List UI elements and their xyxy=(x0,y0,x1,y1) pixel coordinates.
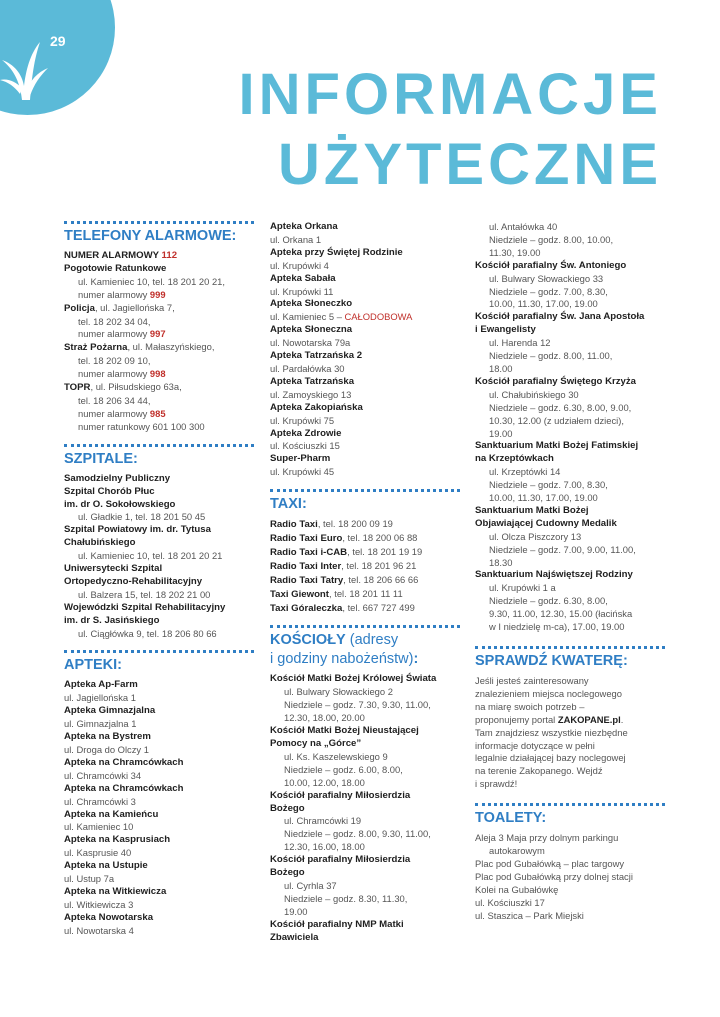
kosciol-name: Objawiającej Cudowny Medalik xyxy=(475,517,617,529)
kosciol-line: Niedziele – godz. 8.00, 10.00, xyxy=(489,233,614,245)
column-right xyxy=(475,221,665,923)
apteka-name: Apteka Gimnazjalna xyxy=(64,705,156,717)
kosciol-line: Niedziele – godz. 6.30, 8.00, 9.00, xyxy=(489,401,632,413)
apteka-name: Apteka na Bystrem xyxy=(64,731,151,743)
kosciol-line: ul. Harenda 12 xyxy=(489,337,551,349)
apteka-name: Apteka Słoneczko xyxy=(270,298,353,310)
telefony-list xyxy=(64,250,254,434)
apteka-name: Apteka Zakopiańska xyxy=(270,401,363,413)
kosciol-line: ul. Olcza Piszczory 13 xyxy=(489,530,582,542)
page-title-line1: INFORMACJE xyxy=(238,62,662,127)
apteka-name: Apteka na Kamieńcu xyxy=(64,808,159,820)
kosciol-line: 10.00, 11.30, 17.00, 19.00 xyxy=(489,298,598,310)
apteka-addr: ul. Pardałówka 30 xyxy=(270,362,345,374)
toaleta-line: ul. Staszica – Park Miejski xyxy=(475,909,584,921)
column-left xyxy=(64,221,254,938)
kosciol-line: 9.30, 11.00, 12.30, 15.00 (łacińska xyxy=(489,608,633,620)
sprawdz-line: na terenie Zakopanego. Wejdź xyxy=(475,765,603,777)
pogotowie-addr: ul. Kamieniec 10, tel. 18 201 20 21, xyxy=(78,275,225,287)
szpital-name: im. dr S. Jasińskiego xyxy=(64,614,160,626)
sprawdz-line: znalezieniem miejsca noclegowego xyxy=(475,687,622,699)
sprawdz-line: legalnie działającej bazy noclegowej xyxy=(475,752,626,764)
szpitale-list xyxy=(64,473,254,641)
straz-alarm: numer alarmowy 998 xyxy=(78,368,166,380)
topr-tel: tel. 18 206 34 44, xyxy=(78,394,151,406)
leaf-icon xyxy=(0,30,50,100)
kosciol-line: Niedziele – godz. 6.30, 8.00, xyxy=(489,595,608,607)
apteka-addr: ul. Kamieniec 10 xyxy=(64,821,134,833)
pogotowie-alarm: numer alarmowy 999 xyxy=(78,288,166,300)
kosciol-line: Niedziele – godz. 7.00, 9.00, 11.00, xyxy=(489,543,636,555)
apteka-addr: ul. Krupówki 45 xyxy=(270,466,335,478)
szpitale-heading: SZPITALE: xyxy=(64,444,254,469)
apteka-addr: ul. Droga do Olczy 1 xyxy=(64,744,149,755)
taxi-item: Radio Taxi Tatry, tel. 18 206 66 66 xyxy=(270,573,419,586)
apteka-addr: ul. Krupówki 4 xyxy=(270,259,329,271)
kosciol-line: 12.30, 18.00, 20.00 xyxy=(284,712,365,724)
apteka-addr: ul. Orkana 1 xyxy=(270,233,322,245)
kosciol-name: Bożego xyxy=(270,867,305,879)
numer-alarmowy: NUMER ALARMOWY 112 xyxy=(64,250,178,261)
kosciol-line: ul. Bulwary Słowackiego 33 xyxy=(489,272,604,284)
apteka-name: Apteka przy Świętej Rodzinie xyxy=(270,246,403,258)
taxi-heading: TAXI: xyxy=(270,489,460,514)
kosciol-line: ul. Krzeptówki 14 xyxy=(489,466,561,478)
apteka-name: Apteka Orkana xyxy=(270,221,338,232)
taxi-item: Radio Taxi, tel. 18 200 09 19 xyxy=(270,518,393,531)
kosciol-name: Kościół parafialny NMP Matki xyxy=(270,918,404,930)
apteka-addr: ul. Nowotarska 79a xyxy=(270,337,351,349)
kosciol-name: Kościół parafialny Miłosierdzia xyxy=(270,789,411,801)
szpital-addr: ul. Kamieniec 10, tel. 18 201 20 21 xyxy=(78,550,223,562)
kosciol-line: ul. Ks. Kaszelewskiego 9 xyxy=(284,750,388,762)
apteki-list-left xyxy=(64,679,254,937)
szpital-name: Wojewódzki Szpital Rehabilitacyjny xyxy=(64,601,226,613)
szpital-name: Uniwersytecki Szpital xyxy=(64,563,163,575)
apteka-addr: ul. Gimnazjalna 1 xyxy=(64,718,137,730)
column-middle xyxy=(270,221,460,945)
taxi-item: Taxi Giewont, tel. 18 201 11 11 xyxy=(270,587,403,600)
topr-alarm: numer alarmowy 985 xyxy=(78,407,166,419)
apteka-name: Apteka na Kasprusiach xyxy=(64,834,171,846)
apteka-addr: ul. Krupówki 75 xyxy=(270,414,335,426)
toaleta-line: Kolei na Gubałówkę xyxy=(475,883,559,895)
sprawdz-line: i sprawdź! xyxy=(475,778,518,790)
kosciol-line: ul. Krupówki 1 a xyxy=(489,582,556,594)
koscioly-list-right xyxy=(475,221,665,634)
sprawdz-line: na miarę swoich potrzeb – xyxy=(475,700,585,712)
apteki-heading: APTEKI: xyxy=(64,650,254,675)
apteka-name: Apteka na Chramcówkach xyxy=(64,756,184,768)
apteka-name: Apteka Tatrzańska xyxy=(270,375,355,387)
taxi-list xyxy=(270,518,460,615)
kosciol-name: i Ewangelisty xyxy=(475,324,536,336)
apteka-addr: ul. Witkiewicza 3 xyxy=(64,898,134,910)
apteka-addr: ul. Kamieniec 5 – CAŁODOBOWA xyxy=(270,311,413,323)
kosciol-line: Niedziele – godz. 8.30, 11.30, xyxy=(284,892,408,904)
kosciol-line: 18.00 xyxy=(489,362,513,374)
apteka-name: Apteka Nowotarska xyxy=(64,911,154,923)
sprawdz-text xyxy=(475,675,665,791)
kosciol-name: Kościół parafialny Świętego Krzyża xyxy=(475,375,637,387)
kosciol-name: Bożego xyxy=(270,802,305,814)
kosciol-line: ul. Chałubińskiego 30 xyxy=(489,388,579,400)
kosciol-line: 18.30 xyxy=(489,556,513,568)
kosciol-line: Niedziele – godz. 7.30, 9.30, 11.00, xyxy=(284,699,431,711)
apteka-addr: ul. Kasprusie 40 xyxy=(64,847,132,859)
taxi-item: Radio Taxi Inter, tel. 18 201 96 21 xyxy=(270,559,417,572)
apteka-addr: ul. Kościuszki 15 xyxy=(270,440,340,452)
kosciol-line: Niedziele – godz. 8.00, 11.00, xyxy=(489,350,613,362)
kosciol-line: 10.30, 12.00 (z udziałem dzieci), xyxy=(489,414,624,426)
apteka-name: Apteka Zdrowie xyxy=(270,427,342,439)
taxi-item: Taxi Góraleczka, tel. 667 727 499 xyxy=(270,601,415,614)
kosciol-name: Sanktuarium Matki Bożej Fatimskiej xyxy=(475,440,639,452)
apteka-addr: ul. Chramcówki 34 xyxy=(64,769,142,781)
kosciol-line: Niedziele – godz. 7.00, 8.30, xyxy=(489,479,608,491)
page-title-line2: UŻYTECZNE xyxy=(278,132,662,197)
szpital-name: Ortopedyczno-Rehabilitacyjny xyxy=(64,575,203,587)
toaleta-line: Plac pod Gubałówką przy dolnej stacji xyxy=(475,870,633,882)
koscioly-heading: KOŚCIOŁY (adresy i godziny nabożeństw): xyxy=(270,625,460,669)
page-number: 29 xyxy=(50,33,66,49)
szpital-name: Szpital Chorób Płuc xyxy=(64,485,155,497)
kosciol-line: 11.30, 19.00 xyxy=(489,246,541,258)
apteka-name: Apteka Ap-Farm xyxy=(64,679,138,691)
kosciol-name: Kościół parafialny Św. Jana Apostoła xyxy=(475,311,645,323)
apteka-addr: ul. Krupówki 11 xyxy=(270,285,334,297)
toaleta-line: Plac pod Gubałówką – plac targowy xyxy=(475,857,625,869)
kosciol-name: Kościół Matki Bożej Królowej Świata xyxy=(270,673,437,685)
toaleta-line: autokarowym xyxy=(489,845,545,857)
sprawdz-line: Tam znajdziesz wszystkie niezbędne xyxy=(475,726,628,738)
topr-ratunkowy: numer ratunkowy 601 100 300 xyxy=(78,420,205,432)
szpital-addr: ul. Ciągłówka 9, tel. 18 206 80 66 xyxy=(78,627,217,639)
kosciol-name: Kościół Matki Bożej Nieustającej xyxy=(270,725,419,737)
zakopane-link[interactable]: ZAKOPANE.pl xyxy=(557,713,621,725)
kosciol-name: Sanktuarium Najświętszej Rodziny xyxy=(475,569,633,581)
szpital-name: im. dr O. Sokołowskiego xyxy=(64,498,176,510)
kosciol-line: 19.00 xyxy=(284,905,308,917)
taxi-item: Radio Taxi i-CAB, tel. 18 201 19 19 xyxy=(270,545,423,558)
apteka-addr: ul. Zamoyskiego 13 xyxy=(270,388,352,400)
apteki-list-right xyxy=(270,221,460,479)
apteka-addr: ul. Jagiellońska 1 xyxy=(64,692,136,704)
kosciol-name: Sanktuarium Matki Bożej xyxy=(475,504,589,516)
apteka-name: Apteka na Ustupie xyxy=(64,860,148,872)
kosciol-line: 19.00 xyxy=(489,427,513,439)
toalety-list xyxy=(475,832,665,922)
koscioly-list-middle xyxy=(270,673,460,944)
apteka-name: Apteka na Witkiewicza xyxy=(64,885,167,897)
apteka-name: Apteka Słoneczna xyxy=(270,324,353,336)
sprawdz-heading: SPRAWDŹ KWATERĘ: xyxy=(475,646,665,671)
straz: Straż Pożarna, ul. Małaszyńskiego, xyxy=(64,341,215,354)
kosciol-line: Niedziele – godz. 6.00, 8.00, xyxy=(284,763,403,775)
kosciol-line: ul. Antałówka 40 xyxy=(489,221,558,232)
szpital-addr: ul. Balzera 15, tel. 18 202 21 00 xyxy=(78,588,211,600)
policja-tel: tel. 18 202 34 04, xyxy=(78,315,151,327)
policja-alarm: numer alarmowy 997 xyxy=(78,328,166,340)
szpital-name: Chałubińskiego xyxy=(64,537,136,549)
kosciol-line: ul. Chramcówki 19 xyxy=(284,815,362,827)
szpital-name: Szpital Powiatowy im. dr. Tytusa xyxy=(64,524,211,536)
kosciol-name: Zbawiciela xyxy=(270,931,319,943)
kosciol-line: 12.30, 16.00, 18.00 xyxy=(284,841,365,853)
kosciol-line: Niedziele – godz. 8.00, 9.30, 11.00, xyxy=(284,828,431,840)
toaleta-line: ul. Kościuszki 17 xyxy=(475,896,545,908)
topr: TOPR, ul. Piłsudskiego 63a, xyxy=(64,381,182,394)
apteka-name: Super-Pharm xyxy=(270,453,331,465)
kosciol-name: Kościół parafialny Miłosierdzia xyxy=(270,854,411,866)
kosciol-line: Niedziele – godz. 7.00, 8.30, xyxy=(489,285,608,297)
taxi-item: Radio Taxi Euro, tel. 18 200 06 88 xyxy=(270,532,418,545)
apteka-addr: ul. Chramcówki 3 xyxy=(64,795,136,807)
kosciol-name: Kościół parafialny Św. Antoniego xyxy=(475,259,627,271)
sprawdz-line: Jeśli jesteś zainteresowany xyxy=(475,675,589,686)
szpital-name: Samodzielny Publiczny xyxy=(64,472,171,484)
sprawdz-portal: proponujemy portal ZAKOPANE.pl. xyxy=(475,713,624,725)
apteka-addr: ul. Ustup 7a xyxy=(64,873,115,885)
toalety-heading: TOALETY: xyxy=(475,803,665,828)
kosciol-name: Pomocy na „Górce” xyxy=(270,738,362,749)
kosciol-line: ul. Cyrhla 37 xyxy=(284,879,337,891)
apteka-addr: ul. Nowotarska 4 xyxy=(64,924,134,936)
sprawdz-line: informacje dotyczące w pełni xyxy=(475,739,595,751)
kosciol-name: na Krzeptówkach xyxy=(475,453,554,465)
kosciol-line: w I niedzielę m-ca), 17.00, 19.00 xyxy=(489,621,625,633)
kosciol-line: 10.00, 11.30, 17.00, 19.00 xyxy=(489,492,598,504)
kosciol-line: 10.00, 12.00, 18.00 xyxy=(284,776,365,788)
apteka-name: Apteka Tatrzańska 2 xyxy=(270,350,363,362)
szpital-addr: ul. Gładkie 1, tel. 18 201 50 45 xyxy=(78,511,206,523)
telefony-heading: TELEFONY ALARMOWE: xyxy=(64,221,254,246)
straz-tel: tel. 18 202 09 10, xyxy=(78,355,151,367)
policja: Policja, ul. Jagiellońska 7, xyxy=(64,301,175,314)
toaleta-line: Aleja 3 Maja przy dolnym parkingu xyxy=(475,832,619,844)
pogotowie-name: Pogotowie Ratunkowe xyxy=(64,262,167,274)
apteka-name: Apteka Sabała xyxy=(270,272,336,284)
apteka-name: Apteka na Chramcówkach xyxy=(64,782,184,794)
kosciol-line: ul. Bulwary Słowackiego 2 xyxy=(284,686,393,698)
